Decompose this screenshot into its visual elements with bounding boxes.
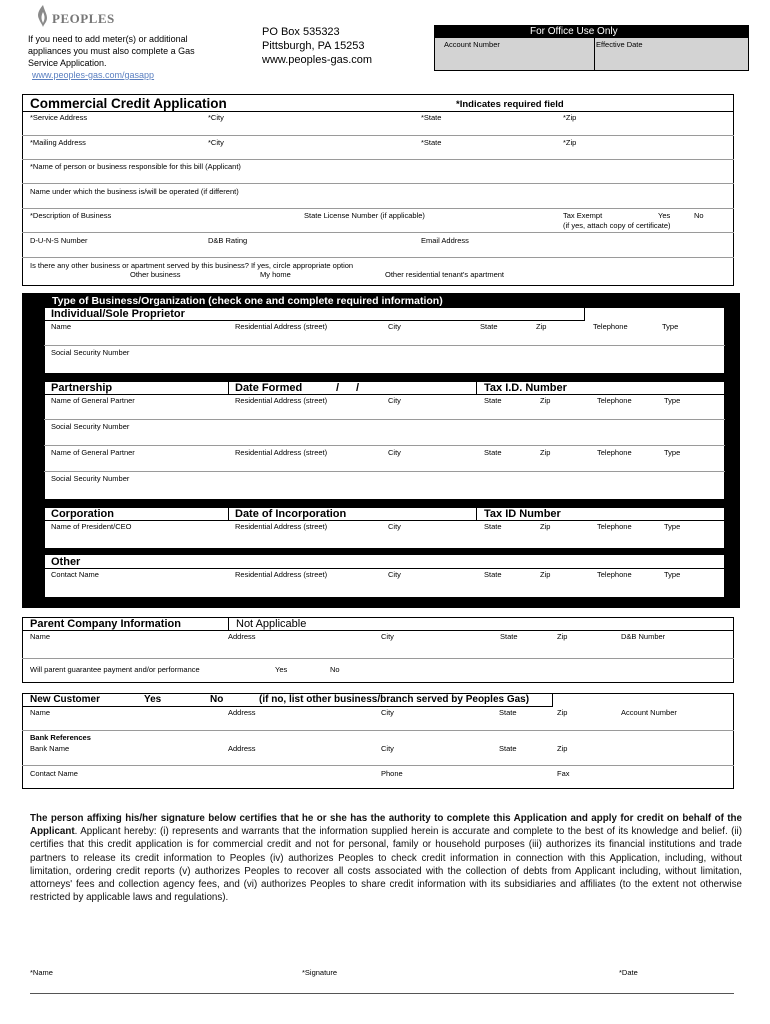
tax-exempt-no-option[interactable]: No <box>694 211 704 220</box>
bank-references-label: Bank References <box>30 733 91 742</box>
parent-state-field[interactable]: State <box>500 632 518 641</box>
new-customer-heading-divider <box>552 693 553 707</box>
partner-type-field[interactable]: Type <box>664 396 681 405</box>
individual-heading[interactable]: Individual/Sole Proprietor <box>51 308 185 320</box>
other-type-field[interactable]: Type <box>664 570 681 579</box>
bank-state-field[interactable]: State <box>499 744 517 753</box>
row-rule <box>22 257 734 258</box>
partner2-zip-field[interactable]: Zip <box>540 448 551 457</box>
partner2-name-field[interactable]: Name of General Partner <box>51 448 135 457</box>
parent-heading-divider <box>228 617 229 631</box>
branch-address-field[interactable]: Address <box>228 708 256 717</box>
applicant-name-field[interactable]: *Name of person or business responsible for this bill (Applicant) <box>30 162 241 171</box>
duns-field[interactable]: D-U-N-S Number <box>30 236 88 245</box>
option-tenant-apartment[interactable]: Other residential tenant's apartment <box>385 270 504 279</box>
mailing-zip-field[interactable]: *Zip <box>563 138 577 147</box>
option-my-home[interactable]: My home <box>260 270 291 279</box>
bank-city-field[interactable]: City <box>381 744 394 753</box>
bank-fax-field[interactable]: Fax <box>557 769 570 778</box>
partner-address-field[interactable]: Residential Address (street) <box>235 396 328 405</box>
ceo-zip-field[interactable]: Zip <box>540 522 551 531</box>
date-formed-slash-1: / <box>336 382 340 394</box>
branch-city-field[interactable]: City <box>381 708 394 717</box>
new-customer-heading-rule <box>22 706 552 707</box>
partner-telephone-field[interactable]: Telephone <box>597 396 632 405</box>
title-rule <box>22 111 734 112</box>
other-address-field[interactable]: Residential Address (street) <box>235 570 328 579</box>
signature-date-field[interactable]: *Date <box>619 968 638 977</box>
partnership-divider-1 <box>228 381 229 395</box>
service-city-field[interactable]: *City <box>208 113 224 122</box>
meter-note-line-3: Service Application. <box>28 58 107 68</box>
partnership-divider-2 <box>476 381 477 395</box>
required-note: *Indicates required field <box>456 99 564 110</box>
date-formed-label: Date Formed <box>235 382 303 394</box>
ind-telephone-field[interactable]: Telephone <box>593 322 628 331</box>
ceo-city-field[interactable]: City <box>388 522 401 531</box>
address-line-3: www.peoples-gas.com <box>262 54 373 66</box>
meter-note-line-2: appliances you must also complete a Gas <box>28 46 195 56</box>
service-state-field[interactable]: *State <box>421 113 442 122</box>
parent-dnb-field[interactable]: D&B Number <box>621 632 666 641</box>
service-zip-field[interactable]: *Zip <box>563 113 577 122</box>
row-rule <box>22 183 734 184</box>
other-contact-field[interactable]: Contact Name <box>51 570 99 579</box>
meter-note-line-1: If you need to add meter(s) or additional <box>28 34 188 44</box>
parent-name-field[interactable]: Name <box>30 632 51 641</box>
tax-exempt-label: Tax Exempt <box>563 211 603 220</box>
new-customer-no-option[interactable]: No <box>210 694 224 705</box>
address-line-2: Pittsburgh, PA 15253 <box>262 40 365 52</box>
individual-heading-rule <box>44 320 584 321</box>
address-line-1: PO Box 535323 <box>262 26 340 38</box>
date-incorporation-label[interactable]: Date of Incorporation <box>235 508 347 520</box>
row-rule <box>22 208 734 209</box>
ceo-name-field[interactable]: Name of President/CEO <box>51 522 132 531</box>
office-effective-label: Effective Date <box>596 40 643 49</box>
ind-address-field[interactable]: Residential Address (street) <box>235 322 328 331</box>
row-rule <box>44 345 725 346</box>
mailing-city-field[interactable]: *City <box>208 138 224 147</box>
service-address-field[interactable]: *Service Address <box>30 113 88 122</box>
corporation-heading[interactable]: Corporation <box>51 508 114 520</box>
branch-account-field[interactable]: Account Number <box>621 708 677 717</box>
partner2-city-field[interactable]: City <box>388 448 401 457</box>
partner2-state-field[interactable]: State <box>484 448 502 457</box>
parent-guarantee-question: Will parent guarantee payment and/or performance <box>30 665 200 674</box>
flame-icon <box>34 4 52 28</box>
form-title: Commercial Credit Application <box>30 96 227 111</box>
bank-contact-field[interactable]: Contact Name <box>30 769 78 778</box>
ceo-state-field[interactable]: State <box>484 522 502 531</box>
branch-zip-field[interactable]: Zip <box>557 708 568 717</box>
ind-state-field[interactable]: State <box>480 322 498 331</box>
partnership-heading[interactable]: Partnership <box>51 382 113 394</box>
other-state-field[interactable]: State <box>484 570 502 579</box>
signature-rule <box>30 993 734 994</box>
partner-name-field[interactable]: Name of General Partner <box>51 396 135 405</box>
row-rule <box>22 135 734 136</box>
other-heading[interactable]: Other <box>51 556 81 568</box>
row-rule <box>22 159 734 160</box>
other-city-field[interactable]: City <box>388 570 401 579</box>
parent-address-field[interactable]: Address <box>228 632 256 641</box>
option-other-business[interactable]: Other business <box>130 270 181 279</box>
office-divider <box>594 38 595 71</box>
certification-text: . Applicant hereby: (i) represents and warrants that the information supplied herein is accurate and complete to the best of its knowledge and belief. (ii) certifies that this credit application is for commercial credit and not for personal, family or household purposes (iii) authorizes its financial institutions and trade partners to release its credit information to Peoples (iv) authorizes Peoples to check credit information in connection with this Application, including, without limitation, ordering credit reports (v) authorizes Peoples to recover all costs associated with the collection of debts from Applicant including, without limitation, attorneys' fees and collection agency fees, and (vi) authorizes Peoples to share credit information with its subsidiaries and affiliates (to the extent not otherwise restricted by applicable laws and regulations). <box>30 826 742 904</box>
partner2-telephone-field[interactable]: Telephone <box>597 448 632 457</box>
new-customer-title: New Customer <box>30 694 101 705</box>
row-rule <box>22 658 734 659</box>
parent-guarantee-no[interactable]: No <box>330 665 340 674</box>
parent-heading-rule <box>22 630 734 631</box>
parent-guarantee-yes[interactable]: Yes <box>275 665 288 674</box>
ceo-address-field[interactable]: Residential Address (street) <box>235 522 328 531</box>
new-customer-yes-option[interactable]: Yes <box>144 694 162 705</box>
date-formed-slash-2: / <box>356 382 360 394</box>
office-account-label: Account Number <box>444 40 500 49</box>
mailing-address-field[interactable]: *Mailing Address <box>30 138 86 147</box>
corporation-divider-2 <box>476 507 477 521</box>
parent-city-field[interactable]: City <box>381 632 394 641</box>
peoples-logo <box>34 4 52 33</box>
brand-name: PEOPLES <box>52 11 115 26</box>
other-zip-field[interactable]: Zip <box>540 570 551 579</box>
office-use-title: For Office Use Only <box>530 26 618 37</box>
branch-state-field[interactable]: State <box>499 708 517 717</box>
email-field[interactable]: Email Address <box>421 236 469 245</box>
other-heading-rule <box>44 568 725 569</box>
business-name-field[interactable]: Name under which the business is/will be operated (if different) <box>30 187 239 196</box>
other-telephone-field[interactable]: Telephone <box>597 570 632 579</box>
other-business-question: Is there any other business or apartment served by this business? If yes, circle appropriate option <box>30 261 354 270</box>
row-rule <box>44 445 725 446</box>
signature-field[interactable]: *Signature <box>302 968 338 977</box>
signature-name-field[interactable]: *Name <box>30 968 53 977</box>
ind-zip-field[interactable]: Zip <box>536 322 547 331</box>
ind-type-field[interactable]: Type <box>662 322 679 331</box>
row-rule <box>22 730 734 731</box>
row-rule <box>22 765 734 766</box>
corporation-heading-rule <box>44 520 725 521</box>
partner-ssn-field[interactable]: Social Security Number <box>51 422 130 431</box>
ind-name-field[interactable]: Name <box>51 322 72 331</box>
partner2-ssn-field[interactable]: Social Security Number <box>51 474 130 483</box>
row-rule <box>44 471 725 472</box>
parent-company-title: Parent Company Information <box>30 618 181 630</box>
branch-name-field[interactable]: Name <box>30 708 51 717</box>
parent-not-applicable-option[interactable]: Not Applicable <box>236 618 307 630</box>
gasapp-link[interactable]: www.peoples-gas.com/gasapp <box>32 70 155 80</box>
individual-heading-divider <box>584 307 585 321</box>
db-rating-field[interactable]: D&B Rating <box>208 236 248 245</box>
bank-zip-field[interactable]: Zip <box>557 744 568 753</box>
business-description-field[interactable]: *Description of Business <box>30 211 112 220</box>
mailing-state-field[interactable]: *State <box>421 138 442 147</box>
state-license-field[interactable]: State License Number (if applicable) <box>304 211 425 220</box>
bank-name-field[interactable]: Bank Name <box>30 744 70 753</box>
row-rule <box>44 419 725 420</box>
corporation-divider-1 <box>228 507 229 521</box>
partner2-type-field[interactable]: Type <box>664 448 681 457</box>
bank-address-field[interactable]: Address <box>228 744 256 753</box>
partnership-heading-rule <box>44 394 725 395</box>
parent-zip-field[interactable]: Zip <box>557 632 568 641</box>
ceo-telephone-field[interactable]: Telephone <box>597 522 632 531</box>
ceo-type-field[interactable]: Type <box>664 522 681 531</box>
row-rule <box>22 232 734 233</box>
partner2-address-field[interactable]: Residential Address (street) <box>235 448 328 457</box>
partner-state-field[interactable]: State <box>484 396 502 405</box>
business-type-title: Type of Business/Organization (check one and complete required information) <box>52 295 443 307</box>
ind-city-field[interactable]: City <box>388 322 401 331</box>
certification-paragraph <box>30 812 742 904</box>
partnership-tax-id-label[interactable]: Tax I.D. Number <box>484 382 567 394</box>
new-customer-note: (if no, list other business/branch served by Peoples Gas) <box>259 694 530 705</box>
bank-phone-field[interactable]: Phone <box>381 769 403 778</box>
ind-ssn-field[interactable]: Social Security Number <box>51 348 130 357</box>
certification-bold: The person affixing his/her signature below certifies that he or she has the authority to complete this Application and apply for credit on behalf of the Applicant <box>30 813 742 838</box>
partner-city-field[interactable]: City <box>388 396 401 405</box>
corporation-tax-id-label[interactable]: Tax ID Number <box>484 508 561 520</box>
tax-exempt-yes-option[interactable]: Yes <box>658 211 671 220</box>
partner-zip-field[interactable]: Zip <box>540 396 551 405</box>
tax-exempt-note: (if yes, attach copy of certificate) <box>563 221 671 230</box>
